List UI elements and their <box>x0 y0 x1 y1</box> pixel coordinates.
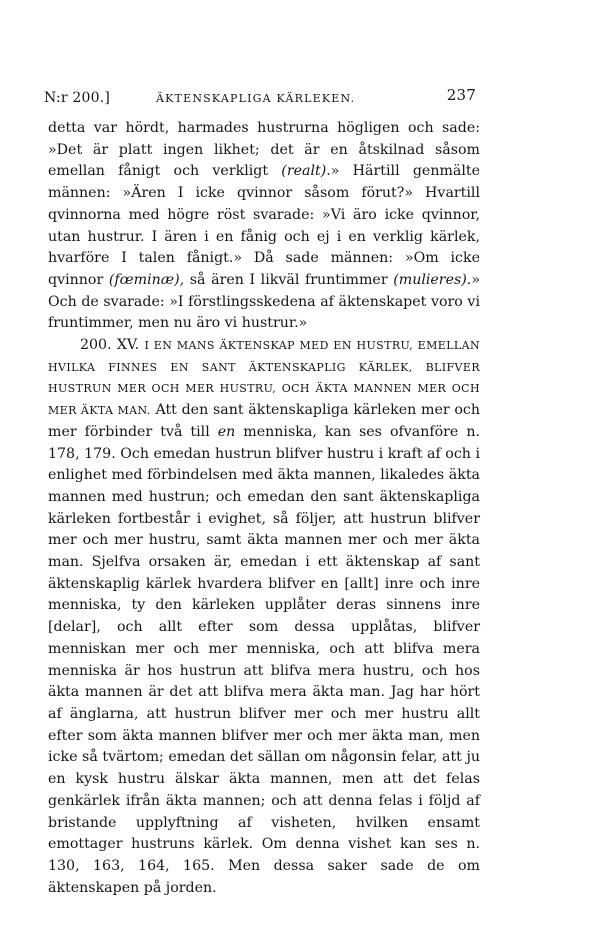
body-text <box>48 118 480 899</box>
paragraph-continuation <box>48 118 480 335</box>
running-header <box>44 86 476 110</box>
italic-term-mulieres: (mulieres). <box>393 271 472 288</box>
page-number: 237 <box>446 86 476 104</box>
italic-term-feminae: (fœminæ), <box>108 271 185 288</box>
running-title: ÄKTENSKAPLIGA KÄRLEKEN. <box>156 92 356 105</box>
section-number: N:r 200.] <box>44 90 111 106</box>
text-run: menniska, kan ses ofvanföre n. 178, 179. Och emedan hustrun blifver hustru i kraft af och i enlighet med förbindelsen med äkta mannen, likaledes äkta mannen med hustrun; och emedan den sant äktenskapliga kärleken fortbestår i evighet, så följer, att hustrun blifver mer och mer hustru, samt äkta mannen mer och mer äkta man. Sjelfva orsaken är, emedan i ett äktenskap af sant äktenskaplig kärlek hvardera blifver en [allt] inre och inre menniska, ty den kärleken upplåter deras sinnens inre [delar], och allt efter som dessa upplåtas, blifver menniskan mer och mer menniska, och att blifva mera menniska är hos hustrun att blifva mera hustru, och hos äkta mannen är det att blifva mera äkta man. Jag har hört af änglarna, att hustrun blifver mer och mer hustru allt efter som äkta mannen blifver mer och mer äkta man, men icke så tvärtom; emedan det sällan om någonsin felar, att ju en kysk hustru älskar äkta mannen, men att det felas genkärlek ifrån äkta mannen; och att denna felas i följd af bristande upplyftning af visheten, hvilken ensamt emottager hustruns kärlek. Om denna vishet kan ses n. 130, 163, 164, 165. Men dessa saker sade de om äktenskapen på jorden. <box>48 423 480 896</box>
paragraph-number: 200. XV. <box>80 337 140 354</box>
text-run: Att den sant äktenskapliga kärleken mer och mer förbinder två till <box>48 402 480 440</box>
italic-word-en: en <box>217 423 236 440</box>
text-run: detta var hördt, harmades hustrurna högligen och sade: »Det är platt ingen likhet; det är en åtskilnad såsom emellan fånigt och verkligt <box>48 120 480 180</box>
text-run: så ären I likväl fruntimmer <box>184 271 394 288</box>
paragraph-200 <box>48 335 480 899</box>
text-run: » Härtill genmälte männen: »Ären I icke qvinnor såsom förut?» Hvartill qvinnorna med högre röst svarade: »Vi äro icke qvinnor, utan hustrur. I ären i en fånig och ej i en verklig kärlek, hvarföre I talen fånigt.» Då sade männen: »Om icke qvinnor <box>48 163 480 288</box>
paragraph-heading: I EN MANS ÄKTENSKAP MED EN HUSTRU, EMELLAN HVILKA FINNES EN SANT ÄKTENSKAPLIG KÄRLEK, BLIFVER HUSTRUN MER OCH MER HUSTRU, OCH ÄKTA MANNEN MER OCH MER ÄKTA MAN. <box>48 339 480 418</box>
text-run: » Och de svarade: »I förstlingsskedena af äktenskapet voro vi fruntimmer, men nu äro vi hustrur.» <box>48 271 480 332</box>
italic-term-realt: (realt). <box>281 163 331 180</box>
